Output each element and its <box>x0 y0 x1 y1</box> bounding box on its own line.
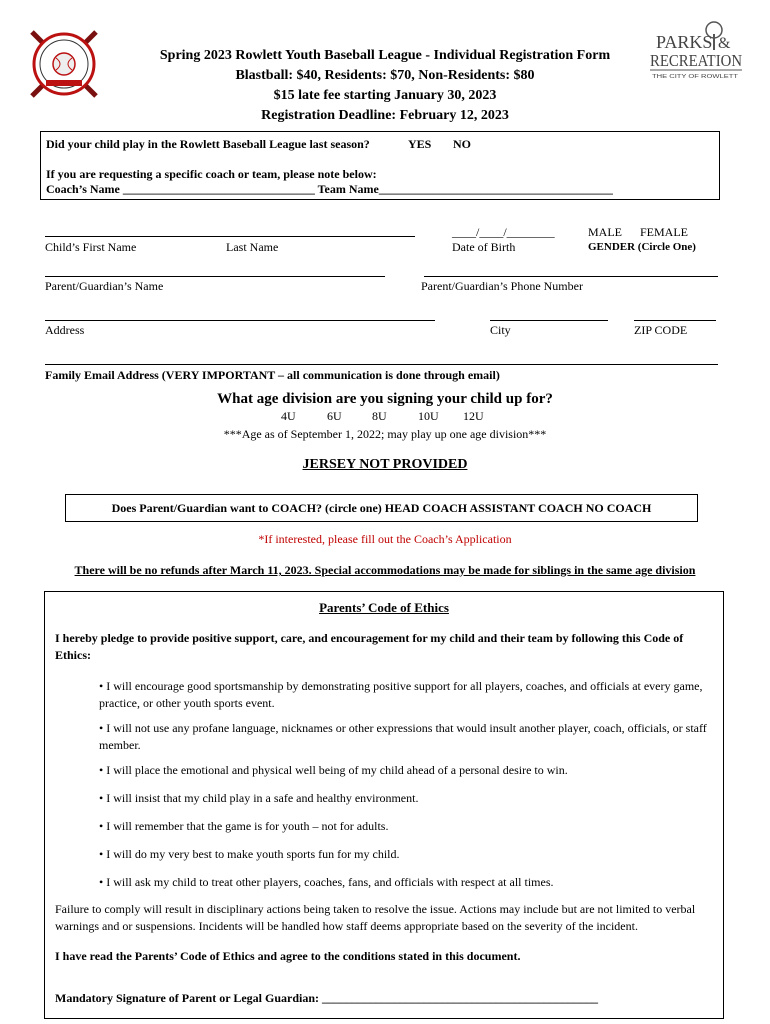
email-label: Family Email Address (VERY IMPORTANT – all communication is done through email) <box>45 368 500 382</box>
zip-label: ZIP CODE <box>634 323 688 337</box>
dob-label: Date of Birth <box>452 240 516 254</box>
child-first-name-label: Child’s First Name <box>45 240 137 254</box>
svg-text:RECREATION: RECREATION <box>650 51 742 70</box>
city-line[interactable] <box>490 320 608 321</box>
gender-label: GENDER (Circle One) <box>588 241 696 253</box>
ethics-bullet-4: • I will insist that my child play in a safe and healthy environment. <box>99 791 419 805</box>
division-12u[interactable]: 12U <box>463 409 484 423</box>
svg-text:&: & <box>718 35 731 52</box>
code-of-ethics-box <box>44 591 724 1019</box>
signature-field[interactable]: Mandatory Signature of Parent or Legal Guardian: ______________________________________________ <box>55 991 598 1005</box>
form-title <box>120 46 650 126</box>
ethics-intro: I hereby pledge to provide positive support, care, and encouragement for my child and their team by following this Code of Ethics: <box>55 631 684 662</box>
prior-season-question: Did your child play in the Rowlett Baseball League last season? <box>46 137 370 151</box>
coach-application-note: *If interested, please fill out the Coach’s Application <box>258 532 512 546</box>
title-line-4: Registration Deadline: February 12, 2023 <box>261 108 509 123</box>
ethics-bullet-3: • I will place the emotional and physical well being of my child ahead of a personal desire to win. <box>99 763 568 777</box>
division-10u[interactable]: 10U <box>418 409 439 423</box>
female-option[interactable]: FEMALE <box>640 225 688 239</box>
svg-text:THE CITY OF ROWLETT: THE CITY OF ROWLETT <box>652 74 738 80</box>
ethics-bullet-6: • I will do my very best to make youth sports fun for my child. <box>99 847 400 861</box>
city-label: City <box>490 323 511 337</box>
ethics-bullet-7: • I will ask my child to treat other players, coaches, fans, and officials with respect at all times. <box>99 875 554 889</box>
yes-option[interactable]: YES <box>408 137 432 151</box>
address-label: Address <box>45 323 85 337</box>
division-heading: What age division are you signing your child up for? <box>217 391 553 407</box>
guardian-phone-line[interactable] <box>424 276 718 277</box>
coach-question-box[interactable]: Does Parent/Guardian want to COACH? (circle one) HEAD COACH ASSISTANT COACH NO COACH <box>65 494 698 522</box>
division-4u[interactable]: 4U <box>281 409 296 423</box>
no-option[interactable]: NO <box>453 137 471 151</box>
guardian-phone-label: Parent/Guardian’s Phone Number <box>421 279 583 293</box>
address-line[interactable] <box>45 320 435 321</box>
male-option[interactable]: MALE <box>588 225 622 239</box>
coach-team-field[interactable]: Coach’s Name ________________________________ Team Name_______________________________________ <box>46 182 613 196</box>
svg-text:PARKS: PARKS <box>656 32 713 52</box>
division-6u[interactable]: 6U <box>327 409 342 423</box>
division-8u[interactable]: 8U <box>372 409 387 423</box>
ethics-title: Parents’ Code of Ethics <box>319 600 449 615</box>
child-name-line[interactable] <box>45 236 415 237</box>
title-line-1: Spring 2023 Rowlett Youth Baseball League - Individual Registration Form <box>159 48 611 63</box>
guardian-name-label: Parent/Guardian’s Name <box>45 279 164 293</box>
season-box <box>40 131 720 200</box>
title-line-2: Blastball: $40, Residents: $70, Non-Residents: $80 <box>235 68 535 83</box>
dob-field[interactable]: ____/____/________ <box>452 225 555 239</box>
division-note: ***Age as of September 1, 2022; may play up one age division*** <box>223 427 547 441</box>
parks-recreation-logo <box>648 20 744 80</box>
guardian-name-line[interactable] <box>45 276 385 277</box>
jersey-notice: JERSEY NOT PROVIDED <box>302 457 468 472</box>
refund-policy: There will be no refunds after March 11, 2023. Special accommodations may be made for siblings in the same age division <box>74 563 696 577</box>
coach-request-note: If you are requesting a specific coach or team, please note below: <box>46 167 377 181</box>
title-line-3: $15 late fee starting January 30, 2023 <box>273 88 497 103</box>
ethics-failure-text: Failure to comply will result in disciplinary actions being taken to resolve the issue. Actions may include but are not limited to verbal warnings and or suspensions. Incidents will be handled how staff deems appropriate based on the severity of the incident. <box>55 902 696 933</box>
email-line[interactable] <box>45 364 718 365</box>
ethics-bullet-1: • I will encourage good sportsmanship by demonstrating positive support for all players, coaches, and officials at every game, practice, or other youth sports event. <box>99 679 703 710</box>
ethics-bullet-2: • I will not use any profane language, nicknames or other expressions that would insult another player, coach, officials, or staff member. <box>99 721 707 752</box>
last-name-label: Last Name <box>226 240 279 254</box>
ethics-agreement: I have read the Parents’ Code of Ethics and agree to the conditions stated in this document. <box>55 949 521 963</box>
zip-line[interactable] <box>634 320 716 321</box>
league-logo <box>24 24 104 104</box>
ethics-bullet-5: • I will remember that the game is for youth – not for adults. <box>99 819 389 833</box>
